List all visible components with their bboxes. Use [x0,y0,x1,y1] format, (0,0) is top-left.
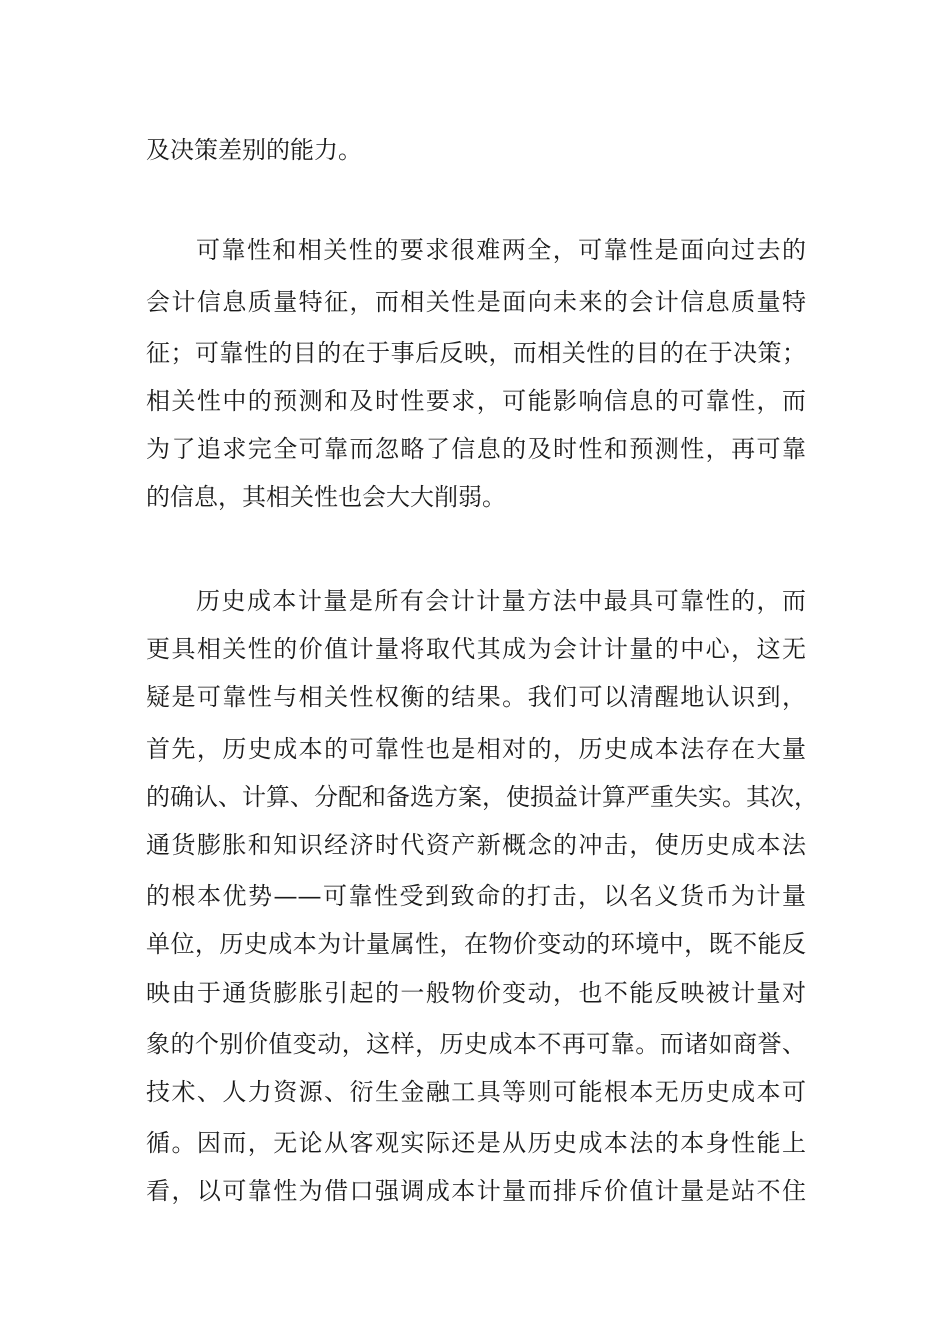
paragraph-line: 单位，历史成本为计量属性，在物价变动的环境中，既不能反 [146,930,806,958]
paragraph-line: 相关性中的预测和及时性要求，可能影响信息的可靠性，而 [146,387,806,415]
paragraph-line: 历史成本计量是所有会计计量方法中最具可靠性的，而 [196,587,806,615]
paragraph-line: 通货膨胀和知识经济时代资产新概念的冲击，使历史成本法 [146,831,806,859]
paragraph-line: 象的个别价值变动，这样，历史成本不再可靠。而诸如商誉、 [146,1030,806,1058]
paragraph-line: 的确认、计算、分配和备选方案，使损益计算严重失实。其次， [146,783,818,811]
paragraph-line: 及决策差别的能力。 [146,136,362,164]
paragraph-line: 可靠性和相关性的要求很难两全，可靠性是面向过去的 [196,236,806,264]
paragraph-line: 的根本优势——可靠性受到致命的打击，以名义货币为计量 [146,882,806,910]
paragraph-line: 会计信息质量特征，而相关性是面向未来的会计信息质量特 [146,288,806,316]
paragraph-line: 为了追求完全可靠而忽略了信息的及时性和预测性，再可靠 [146,435,806,463]
paragraph-line: 疑是可靠性与相关性权衡的结果。我们可以清醒地认识到， [146,683,806,711]
paragraph-line: 循。因而，无论从客观实际还是从历史成本法的本身性能上 [146,1129,806,1157]
paragraph-line: 技术、人力资源、衍生金融工具等则可能根本无历史成本可 [146,1078,806,1106]
paragraph-line: 映由于通货膨胀引起的一般物价变动，也不能反映被计量对 [146,979,806,1007]
paragraph-line: 征；可靠性的目的在于事后反映，而相关性的目的在于决策； [146,339,806,367]
paragraph-line: 的信息，其相关性也会大大削弱。 [146,483,506,511]
paragraph-line: 首先，历史成本的可靠性也是相对的，历史成本法存在大量 [146,735,806,763]
paragraph-line: 看，以可靠性为借口强调成本计量而排斥价值计量是站不住 [146,1177,806,1205]
paragraph-line: 更具相关性的价值计量将取代其成为会计计量的中心，这无 [146,635,806,663]
